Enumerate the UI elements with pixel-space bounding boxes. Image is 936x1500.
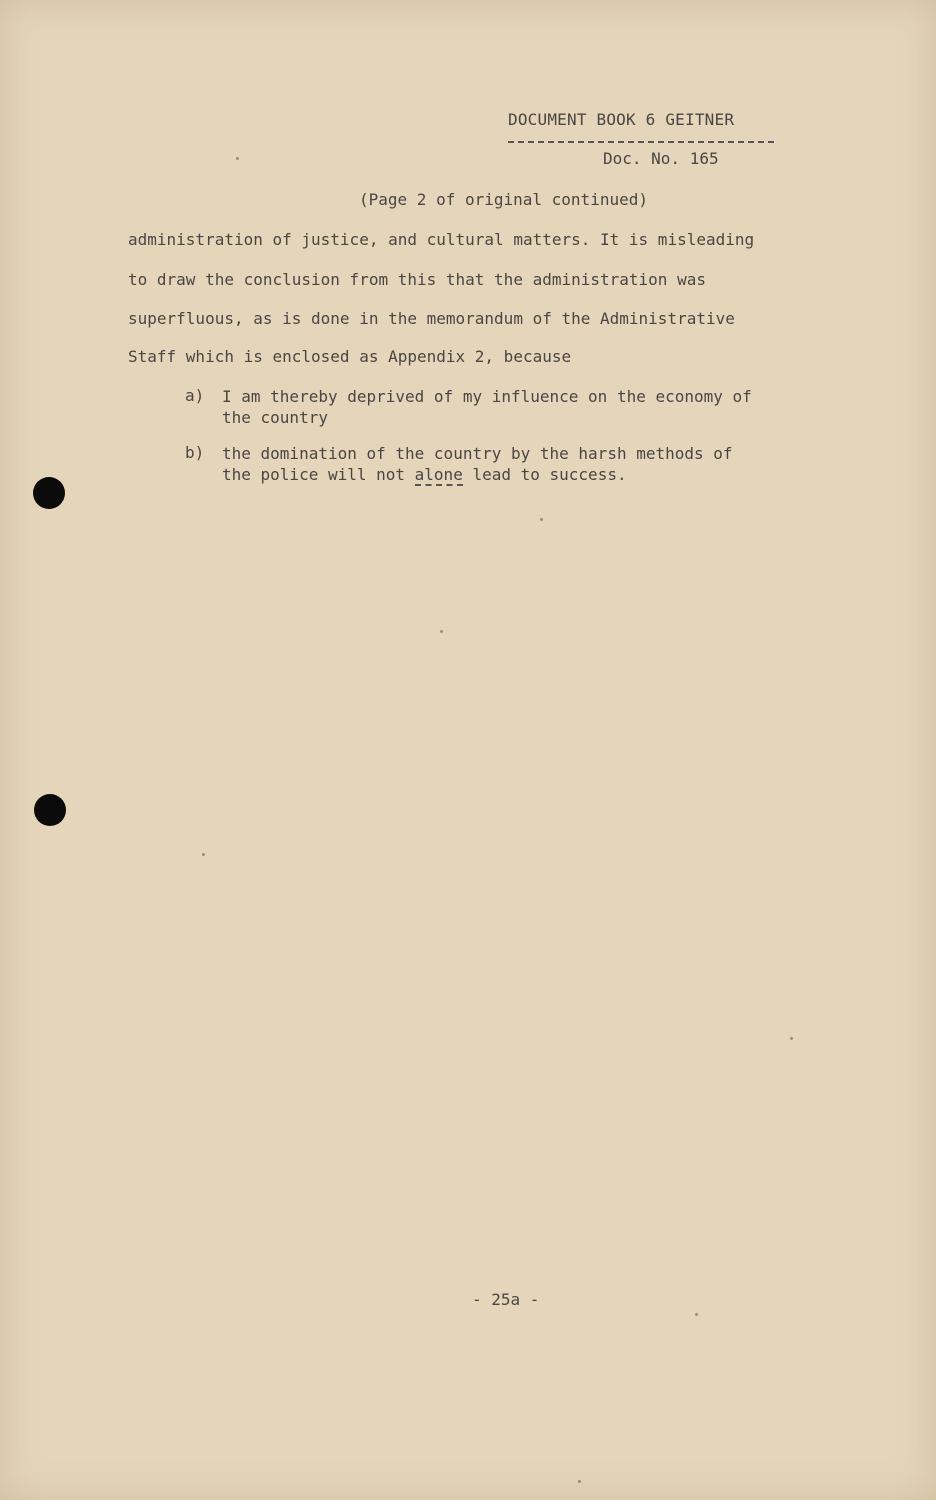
paper-speck <box>236 157 239 160</box>
item-b-line-2-end: lead to success. <box>462 465 627 484</box>
paper-speck <box>790 1037 793 1040</box>
paper-speck <box>440 630 443 633</box>
body-line-4: Staff which is enclosed as Appendix 2, because <box>128 347 572 366</box>
document-book-header: DOCUMENT BOOK 6 GEITNER <box>508 110 735 129</box>
page-number: - 25a - <box>472 1290 540 1309</box>
body-line-2: to draw the conclusion from this that the administration was <box>128 270 706 289</box>
item-b-line-2 <box>222 464 733 485</box>
document-number: Doc. No. 165 <box>603 149 719 168</box>
item-a-line-2: the country <box>222 408 328 427</box>
punch-hole-bottom <box>34 794 66 826</box>
paper-speck <box>695 1313 698 1316</box>
item-b-line-2-start: the police will not <box>222 465 415 484</box>
paper-speck <box>540 518 543 521</box>
paper-speck <box>202 853 205 856</box>
item-b-underlined-word: alone <box>414 465 463 484</box>
paper-speck <box>578 1480 581 1483</box>
body-line-1: administration of justice, and cultural matters. It is misleading <box>128 230 755 249</box>
page-continuation-note: (Page 2 of original continued) <box>359 190 648 209</box>
item-a-label: a) <box>185 386 205 405</box>
item-a-text <box>222 386 752 428</box>
header-underline <box>508 141 774 143</box>
item-b-text <box>222 443 733 485</box>
item-a-line-1: I am thereby deprived of my influence on the economy of <box>222 387 752 406</box>
item-b-line-1: the domination of the country by the harsh methods of <box>222 444 733 463</box>
punch-hole-top <box>33 477 65 509</box>
body-line-3: superfluous, as is done in the memorandum of the Administrative <box>128 309 735 328</box>
item-b-label: b) <box>185 443 205 462</box>
